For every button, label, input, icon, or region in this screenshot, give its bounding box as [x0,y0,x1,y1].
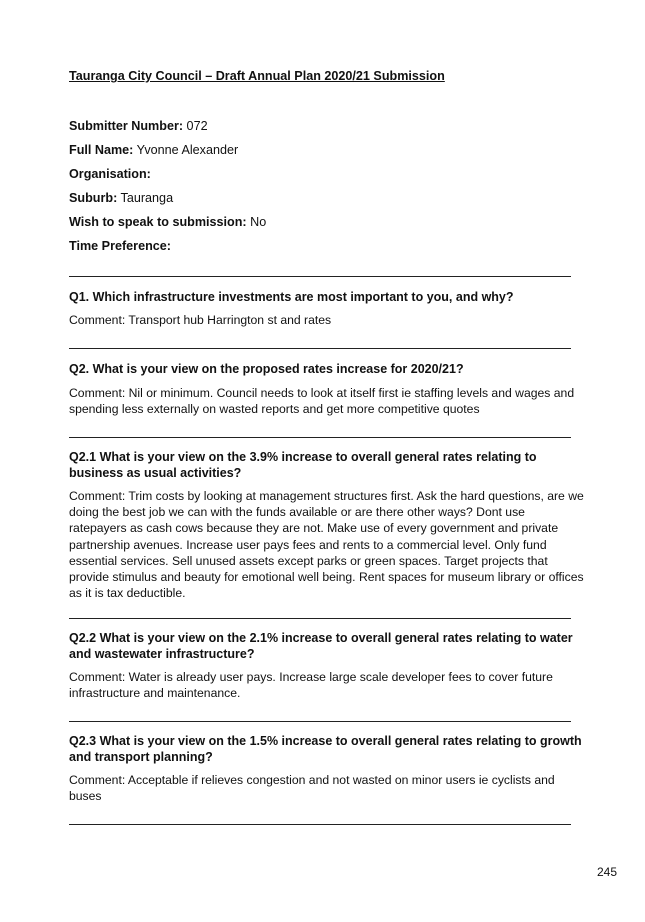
comment-q2-1: Comment: Trim costs by looking at management structures first. Ask the hard questions, are we doing the best job we can with the funds available or are there other ways? Dont use ratepayers as cash cows because they are not. Make use of every government and private partnership avenues. Increase user pays fees and rents to a commercial level. Only fund essential services. Sell unused assets except parks or green spaces. Target projects that provide stimulus and beauty for emotional well being. Rent spaces for museum library or offices as it is tax deductible. [69,489,584,601]
comment-q1: Comment: Transport hub Harrington st and rates [69,313,332,327]
section-divider [69,824,571,825]
field-value: No [246,215,267,229]
wish-to-speak-field [69,215,266,229]
question-q1: Q1. Which infrastructure investments are most important to you, and why? [69,290,514,304]
question-q2: Q2. What is your view on the proposed rates increase for 2020/21? [69,362,464,376]
field-label: Suburb: [69,191,118,205]
suburb-field [69,191,173,205]
section-divider [69,437,571,438]
field-label: Wish to speak to submission: [69,215,247,229]
field-value: 072 [183,119,208,133]
field-label: Organisation: [69,167,151,181]
section-divider [69,721,571,722]
question-q2-2: Q2.2 What is your view on the 2.1% increase to overall general rates relating to water and wastewater infrastructure? [69,631,573,661]
comment-q2: Comment: Nil or minimum. Council needs to look at itself first ie staffing levels and wages and spending less externally on wasted reports and get more competitive quotes [69,386,575,417]
page-number: 245 [597,865,618,879]
field-label: Full Name: [69,143,134,157]
section-divider [69,618,571,619]
question-q2-1: Q2.1 What is your view on the 3.9% increase to overall general rates relating to business as usual activities? [69,450,537,480]
full-name-field [69,143,238,157]
field-value: Yvonne Alexander [133,143,239,157]
time-preference-field [69,239,171,253]
field-value: Tauranga [117,191,174,205]
field-label: Time Preference: [69,239,171,253]
question-q2-3: Q2.3 What is your view on the 1.5% increase to overall general rates relating to growth and transport planning? [69,734,582,764]
section-divider [69,348,571,349]
comment-q2-2: Comment: Water is already user pays. Increase large scale developer fees to cover future infrastructure and maintenance. [69,670,553,701]
submitter-number-field [69,119,208,133]
section-divider [69,276,571,277]
field-label: Submitter Number: [69,119,184,133]
comment-q2-3: Comment: Acceptable if relieves congestion and not wasted on minor users ie cyclists and buses [69,773,555,804]
document-title: Tauranga City Council – Draft Annual Plan 2020/21 Submission [69,69,445,83]
organisation-field [69,167,151,181]
